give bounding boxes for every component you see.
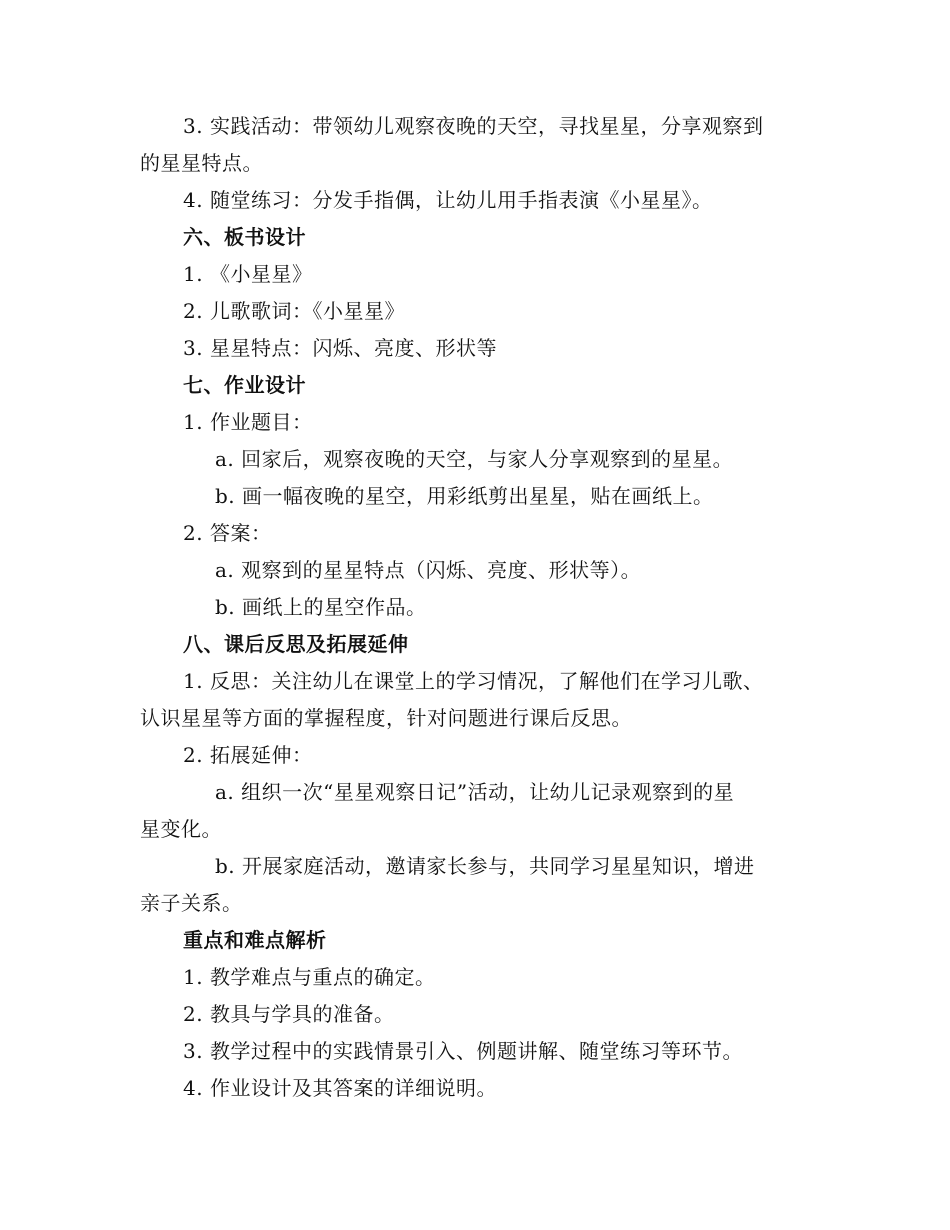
board-item-2: 2. 儿歌歌词：《小星星》	[183, 299, 405, 323]
practice-activity-line-1: 3. 实践活动：带领幼儿观察夜晚的天空，寻找星星，分享观察到	[183, 114, 764, 138]
answer-subitem-b: b. 画纸上的星空作品。	[215, 595, 427, 619]
practice-activity-line-2: 的星星特点。	[140, 151, 263, 175]
extension-item: 2. 拓展延伸：	[183, 743, 313, 767]
extension-subitem-a-line-1: a. 组织一次“星星观察日记”活动，让幼儿记录观察到的星	[215, 780, 735, 804]
section-heading-reflection: 八、课后反思及拓展延伸	[183, 632, 409, 656]
key-point-1: 1. 教学难点与重点的确定。	[183, 965, 436, 989]
key-point-4: 4. 作业设计及其答案的详细说明。	[183, 1076, 497, 1100]
reflection-line-2: 认识星星等方面的掌握程度，针对问题进行课后反思。	[140, 706, 632, 730]
extension-subitem-b-line-1: b. 开展家庭活动，邀请家长参与，共同学习星星知识，增进	[215, 854, 755, 878]
reflection-line-1: 1. 反思：关注幼儿在课堂上的学习情况，了解他们在学习儿歌、	[183, 669, 764, 693]
homework-subitem-b: b. 画一幅夜晚的星空，用彩纸剪出星星，贴在画纸上。	[215, 484, 714, 508]
section-heading-board-design: 六、板书设计	[183, 225, 306, 249]
extension-subitem-b-line-2: 亲子关系。	[140, 891, 243, 915]
key-point-3: 3. 教学过程中的实践情景引入、例题讲解、随堂练习等环节。	[183, 1039, 743, 1063]
answer-subitem-a: a. 观察到的星星特点（闪烁、亮度、形状等）。	[215, 558, 642, 582]
classroom-exercise-line: 4. 随堂练习：分发手指偶，让幼儿用手指表演《小星星》。	[183, 188, 713, 212]
key-point-2: 2. 教具与学具的准备。	[183, 1002, 395, 1026]
section-heading-homework-design: 七、作业设计	[183, 373, 306, 397]
section-heading-key-points: 重点和难点解析	[183, 928, 327, 952]
board-item-3: 3. 星星特点：闪烁、亮度、形状等	[183, 336, 497, 360]
homework-subitem-a: a. 回家后，观察夜晚的天空，与家人分享观察到的星星。	[215, 447, 734, 471]
answer-item: 2. 答案：	[183, 521, 272, 545]
extension-subitem-a-line-2: 星变化。	[140, 817, 222, 841]
board-item-1: 1. 《小星星》	[183, 262, 313, 286]
homework-item-1: 1. 作业题目：	[183, 410, 313, 434]
